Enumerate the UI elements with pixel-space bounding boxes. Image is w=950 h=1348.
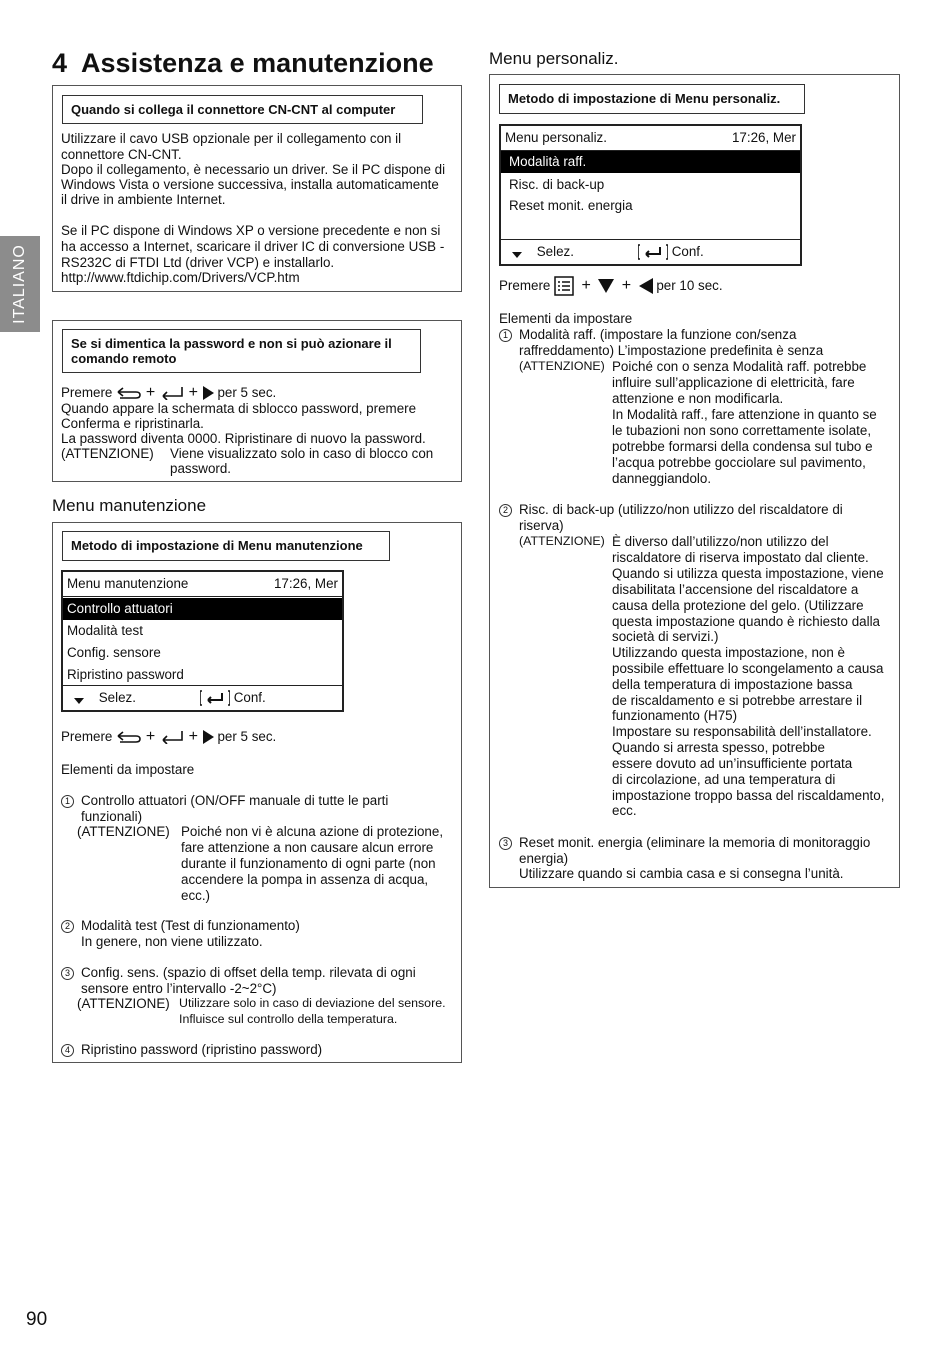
note-line: influire sull’applicazione di elettricità, fare (612, 375, 855, 390)
usb-line: RS232C di FTDI Ltd (driver VCP) e installarlo. (61, 255, 335, 270)
maintenance-method-heading (62, 531, 390, 561)
plus-sign: + (188, 728, 198, 745)
personal-item-line: Risc. di back-up (utilizzo/non utilizzo del riscaldatore di (519, 502, 843, 517)
usb-heading-text: Quando si collega il connettore CN-CNT al computer (71, 102, 396, 117)
press-prefix: Premere (499, 278, 551, 293)
down-arrow-icon (73, 694, 85, 706)
menu-item-modalita-raff[interactable]: Modalità raff. (501, 151, 800, 173)
press-suffix: per 5 sec. (217, 729, 277, 744)
left-arrow-icon (639, 278, 653, 294)
enter-icon (159, 730, 185, 744)
usb-heading (62, 95, 423, 124)
enter-icon (638, 244, 668, 260)
usb-line: connettore CN-CNT. (61, 147, 182, 162)
maintenance-item-line: Ripristino password (ripristino password) (81, 1042, 323, 1057)
maintenance-elements-title: Elementi da impostare (61, 762, 195, 777)
note-line: fare attenzione a non causare alcun errore (181, 840, 434, 855)
confirm-label: Conf. (233, 690, 266, 705)
note-line: essere dovuto ad un’insufficiente portata (612, 756, 853, 771)
password-note-line: Viene visualizzato solo in caso di blocco con (170, 446, 434, 461)
item-number-2: 2 (61, 920, 74, 933)
plus-sign: + (621, 277, 632, 294)
note-line: l’acqua potrebbe gocciolare sul pavimento, (612, 455, 866, 470)
maintenance-section-title: Menu manutenzione (52, 496, 207, 515)
note-line: accendere la pompa in assenza di acqua, (181, 872, 429, 887)
note-line: È diverso dall’utilizzo/non utilizzo del (612, 534, 829, 549)
menu-item-ripristino-password[interactable]: Ripristino password (67, 667, 184, 682)
select-label: Selez. (536, 244, 574, 259)
page-number: 90 (26, 1309, 48, 1330)
note-label: (ATTENZIONE) (519, 534, 605, 548)
right-arrow-icon (202, 730, 214, 744)
note-line: potrebbe formarsi della condensa sul tubo e (612, 439, 873, 454)
note-label: (ATTENZIONE) (77, 824, 170, 839)
note-label: (ATTENZIONE) (519, 359, 605, 373)
note-label: (ATTENZIONE) (77, 996, 170, 1011)
password-line: La password diventa 0000. Ripristinare di nuovo la password. (61, 431, 426, 446)
personal-item-2 (499, 502, 512, 518)
menu-item-risc-back-up[interactable]: Risc. di back-up (509, 177, 605, 192)
note-line: de riscaldamento e si potrebbe arrestare il (612, 693, 863, 708)
menu-item-config-sensore[interactable]: Config. sensore (67, 645, 161, 660)
note-line: durante il funzionamento di ogni parte (non (181, 856, 436, 871)
menu-item-modalita-test[interactable]: Modalità test (67, 623, 143, 638)
usb-line: Windows Vista o versione successiva, installa automaticamente (61, 177, 439, 192)
password-line: Quando appare la schermata di sblocco password, premere (61, 401, 417, 416)
maintenance-item-1 (61, 793, 74, 809)
personal-method-heading (499, 84, 805, 114)
note-line: società di servizi.) (612, 629, 719, 644)
press-prefix: Premere (61, 385, 113, 400)
maintenance-item-line: funzionali) (81, 809, 143, 824)
maintenance-item-line: In genere, non viene utilizzato. (81, 934, 263, 949)
note-line: Impostare su responsabilità dell’installatore. (612, 724, 872, 739)
password-press-line (61, 384, 276, 402)
screen-footer (63, 685, 342, 710)
personal-section-title: Menu personaliz. (489, 49, 619, 68)
press-prefix: Premere (61, 729, 113, 744)
password-line: Conferma e ripristinarla. (61, 416, 204, 431)
password-note-line: password. (170, 461, 232, 476)
personal-item-line: riserva) (519, 518, 564, 533)
note-line: Poiché non vi è alcuna azione di protezione, (181, 824, 444, 839)
screen-footer (501, 239, 800, 264)
personal-item-line: Modalità raff. (impostare la funzione con/senza (519, 327, 797, 342)
note-line: di circolazione, ad una temperatura di (612, 772, 836, 787)
note-line: In Modalità raff., fare attenzione in quanto se (612, 407, 877, 422)
plus-sign: + (145, 384, 156, 401)
enter-icon (200, 690, 230, 706)
down-arrow-icon (598, 279, 614, 293)
personal-item-line: energia) (519, 851, 569, 866)
note-line: riscaldatore di riserva impostato dal cliente. (612, 550, 869, 565)
screen-header (501, 126, 800, 151)
maintenance-item-line: Modalità test (Test di funzionamento) (81, 918, 300, 933)
plus-sign: + (145, 728, 156, 745)
screen-header (63, 572, 342, 597)
note-line: Quando si arresta spesso, potrebbe (612, 740, 825, 755)
note-line: questa impostazione quando è richiesto dalla (612, 614, 880, 629)
chapter-title (52, 46, 434, 80)
note-line: ecc.) (181, 888, 211, 903)
maintenance-item-line: sensore entro l’intervallo -2~2°C) (81, 981, 277, 996)
screen-time: 17:26, Mer (731, 130, 796, 145)
enter-icon (159, 386, 185, 400)
password-heading-line: Se si dimentica la password e non si può azionare il (71, 336, 392, 351)
maintenance-item-3 (61, 965, 74, 981)
back-icon (116, 386, 142, 400)
personal-elements-title: Elementi da impostare (499, 311, 633, 326)
maintenance-item-2 (61, 918, 74, 934)
note-line: della temperatura di impostazione bassa (612, 677, 853, 692)
personal-item-line: Utilizzare quando si cambia casa e si consegna l’unità. (519, 866, 844, 881)
press-suffix: per 10 sec. (656, 278, 723, 293)
confirm-label: Conf. (671, 244, 704, 259)
password-note-label: (ATTENZIONE) (61, 446, 154, 461)
screen-time: 17:26, Mer (273, 576, 338, 591)
personal-item-1 (499, 327, 512, 343)
usb-url[interactable]: http://www.ftdichip.com/Drivers/VCP.htm (61, 270, 300, 285)
note-line: Quando si utilizza questa impostazione, viene (612, 566, 884, 581)
note-line: possibile effettuare lo scongelamento a causa (612, 661, 884, 676)
item-number-2: 2 (499, 504, 512, 517)
maintenance-item-line: Config. sens. (spazio di offset della temp. rilevata di ogni (81, 965, 416, 980)
menu-icon (554, 276, 574, 296)
chapter-title-text: Assistenza e manutenzione (81, 48, 434, 78)
back-icon (116, 730, 142, 744)
menu-item-controllo-attuatori[interactable]: Controllo attuatori (63, 598, 342, 620)
screen-title: Menu personaliz. (505, 130, 607, 145)
item-number-4: 4 (61, 1044, 74, 1057)
maintenance-press-line (61, 728, 276, 746)
screen-title: Menu manutenzione (67, 576, 189, 591)
item-number-3: 3 (61, 967, 74, 980)
language-label: ITALIANO (11, 244, 29, 324)
press-suffix: per 5 sec. (217, 385, 277, 400)
note-line: attenzione e non modificarla. (612, 391, 784, 406)
maintenance-method-text: Metodo di impostazione di Menu manutenzione (71, 538, 363, 553)
menu-item-reset-monit-energia[interactable]: Reset monit. energia (509, 198, 633, 213)
maintenance-item-line: Controllo attuatori (ON/OFF manuale di tutte le parti (81, 793, 389, 808)
password-heading (62, 329, 421, 373)
note-line: Utilizzando questa impostazione, non è (612, 645, 845, 660)
note-line: ecc. (612, 803, 637, 818)
plus-sign: + (581, 277, 591, 294)
down-arrow-icon (511, 248, 523, 260)
item-number-3: 3 (499, 837, 512, 850)
right-arrow-icon (202, 386, 214, 400)
personal-item-line: Reset monit. energia (eliminare la memoria di monitoraggio (519, 835, 871, 850)
note-line: funzionamento (H75) (612, 708, 738, 723)
item-number-1: 1 (499, 329, 512, 342)
note-line: impostazione troppo bassa del riscaldamento, (612, 788, 885, 803)
personal-press-line (499, 276, 723, 296)
note-line: disabilitata l’accensione del riscaldatore a (612, 582, 859, 597)
confirm-hint (638, 240, 704, 264)
maintenance-item-4 (61, 1042, 74, 1058)
plus-sign: + (188, 384, 198, 401)
note-line: Influisce sul controllo della temperatura. (179, 1012, 398, 1026)
usb-line: Utilizzare il cavo USB opzionale per il collegamento con il (61, 131, 402, 146)
note-line: danneggiandolo. (612, 471, 712, 486)
personal-screen (499, 124, 802, 266)
note-line: le tubazioni non sono correttamente isolate, (612, 423, 872, 438)
item-number-1: 1 (61, 795, 74, 808)
personal-item-3 (499, 835, 512, 851)
note-line: causa della protezione del gelo. (Utilizzare (612, 598, 864, 613)
chapter-number: 4 (52, 48, 68, 78)
note-line: Poiché con o senza Modalità raff. potrebbe (612, 359, 867, 374)
usb-line: ha accesso a Internet, scaricare il driver IC di conversione USB - (61, 239, 445, 254)
select-label: Selez. (98, 690, 136, 705)
maintenance-screen (61, 570, 344, 712)
usb-line: il drive in ambiente Internet. (61, 192, 226, 207)
personal-item-line: raffreddamento) L’impostazione predefinita è senza (519, 343, 824, 358)
note-line: Utilizzare solo in caso di deviazione del sensore. (179, 996, 446, 1010)
usb-line: Dopo il collegamento, è necessario un driver. Se il PC dispone di (61, 162, 446, 177)
confirm-hint (200, 686, 266, 710)
personal-method-text: Metodo di impostazione di Menu personaliz. (508, 91, 781, 106)
language-side-tab (0, 236, 40, 332)
usb-line: Se il PC dispone di Windows XP o versione precedente e non si (61, 223, 441, 238)
password-heading-line: comando remoto (71, 351, 177, 366)
